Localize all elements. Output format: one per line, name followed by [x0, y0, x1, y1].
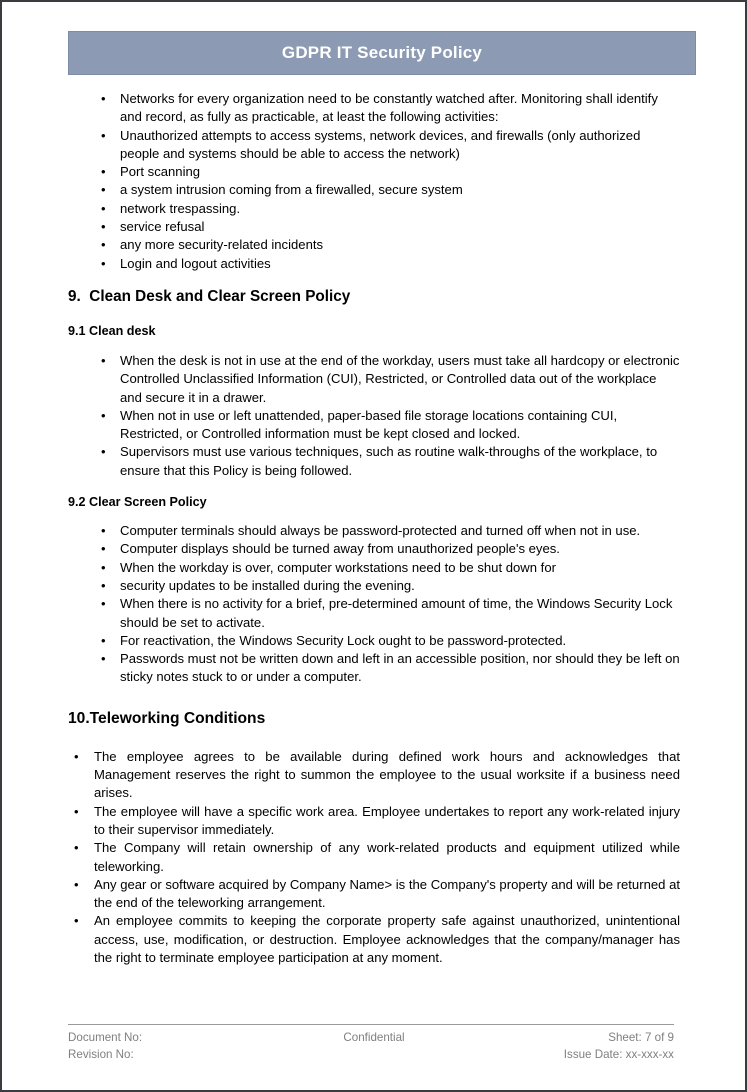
list-item: • Login and logout activities	[68, 255, 680, 273]
spacer	[68, 273, 680, 287]
list-item: • An employee commits to keeping the corporate property safe against unauthorized, unintentional access, use, modification, or destruction. Employee acknowledges that the company/manager has the right to terminate employee participation at any moment.	[68, 912, 680, 967]
document-footer	[68, 1024, 674, 1063]
list-item: • Networks for every organization need to be constantly watched after. Monitoring shall identify and record, as fully as practicable, at least the following activities:	[68, 90, 680, 127]
list-item: • Port scanning	[68, 163, 680, 181]
document-header-band	[68, 31, 696, 75]
list-item: • security updates to be installed during the evening.	[68, 577, 680, 595]
footer-row-bottom	[68, 1046, 674, 1063]
list-item: • Unauthorized attempts to access systems, network devices, and firewalls (only authorized people and systems should be able to access the network)	[68, 127, 680, 164]
list-item: • When the workday is over, computer workstations need to be shut down for	[68, 559, 680, 577]
spacer	[68, 687, 680, 709]
footer-issue-date: Issue Date: xx-xxx-xx	[563, 1048, 674, 1061]
section-9-1-heading: 9.1 Clean desk	[68, 323, 156, 338]
list-item: • a system intrusion coming from a firewalled, secure system	[68, 181, 680, 199]
document-content	[68, 90, 680, 967]
list-item: • network trespassing.	[68, 200, 680, 218]
list-item: • The Company will retain ownership of any work-related products and equipment utilized while teleworking.	[68, 839, 680, 876]
section-9-number: 9.	[68, 287, 81, 305]
footer-sheet-number: Sheet: 7 of 9	[608, 1031, 674, 1044]
page-title: GDPR IT Security Policy	[281, 43, 483, 62]
list-item: • any more security-related incidents	[68, 236, 680, 254]
section-9-title: Clean Desk and Clear Screen Policy	[89, 287, 351, 305]
footer-divider	[68, 1024, 674, 1025]
spacer	[68, 480, 680, 494]
section-9-2-heading: 9.2 Clear Screen Policy	[68, 495, 207, 510]
page-inner	[2, 2, 745, 1090]
footer-document-no: Document No:	[68, 1031, 143, 1044]
list-item: • Any gear or software acquired by Company Name> is the Company's property and will be returned at the end of the teleworking arrangement.	[68, 876, 680, 913]
list-item: • The employee will have a specific work area. Employee undertakes to report any work-related injury to their supervisor immediately.	[68, 803, 680, 840]
list-item: • When there is no activity for a brief, pre-determined amount of time, the Windows Security Lock should be set to activate.	[68, 595, 680, 632]
list-item: • Passwords must not be written down and left in an accessible position, nor should they be left on sticky notes stuck to or under a computer.	[68, 650, 680, 687]
list-item: • For reactivation, the Windows Security Lock ought to be password-protected.	[68, 632, 680, 650]
footer-confidential: Confidential	[343, 1031, 405, 1044]
spacer	[68, 511, 680, 522]
list-item: • When not in use or left unattended, paper-based file storage locations containing CUI, Restricted, or Controlled information must be kept closed and locked.	[68, 407, 680, 444]
list-item: • Supervisors must use various techniques, such as routine walk-throughs of the workplace, to ensure that this Policy is being followed.	[68, 443, 680, 480]
list-item: • service refusal	[68, 218, 680, 236]
list-item: • The employee agrees to be available during defined work hours and acknowledges that Management reserves the right to summon the employee to the usual worksite if a business need arises.	[68, 748, 680, 803]
footer-row-top	[68, 1029, 674, 1046]
section-10-heading: 10.Teleworking Conditions	[68, 709, 266, 727]
list-item: • Computer displays should be turned away from unauthorized people's eyes.	[68, 540, 680, 558]
spacer	[68, 729, 680, 748]
footer-revision-no: Revision No:	[68, 1048, 134, 1061]
spacer	[68, 307, 680, 323]
teleworking-conditions-list	[68, 748, 680, 968]
clear-screen-list	[68, 522, 680, 687]
section-9-heading	[68, 287, 680, 307]
spacer	[68, 340, 680, 352]
list-item: • Computer terminals should always be password-protected and turned off when not in use.	[68, 522, 680, 540]
clean-desk-list	[68, 352, 680, 480]
monitoring-activities-list	[68, 90, 680, 273]
list-item: • When the desk is not in use at the end of the workday, users must take all hardcopy or electronic Controlled Unclassified Information (CUI), Restricted, or Controlled data out of the workplace and secure it in a drawer.	[68, 352, 680, 407]
